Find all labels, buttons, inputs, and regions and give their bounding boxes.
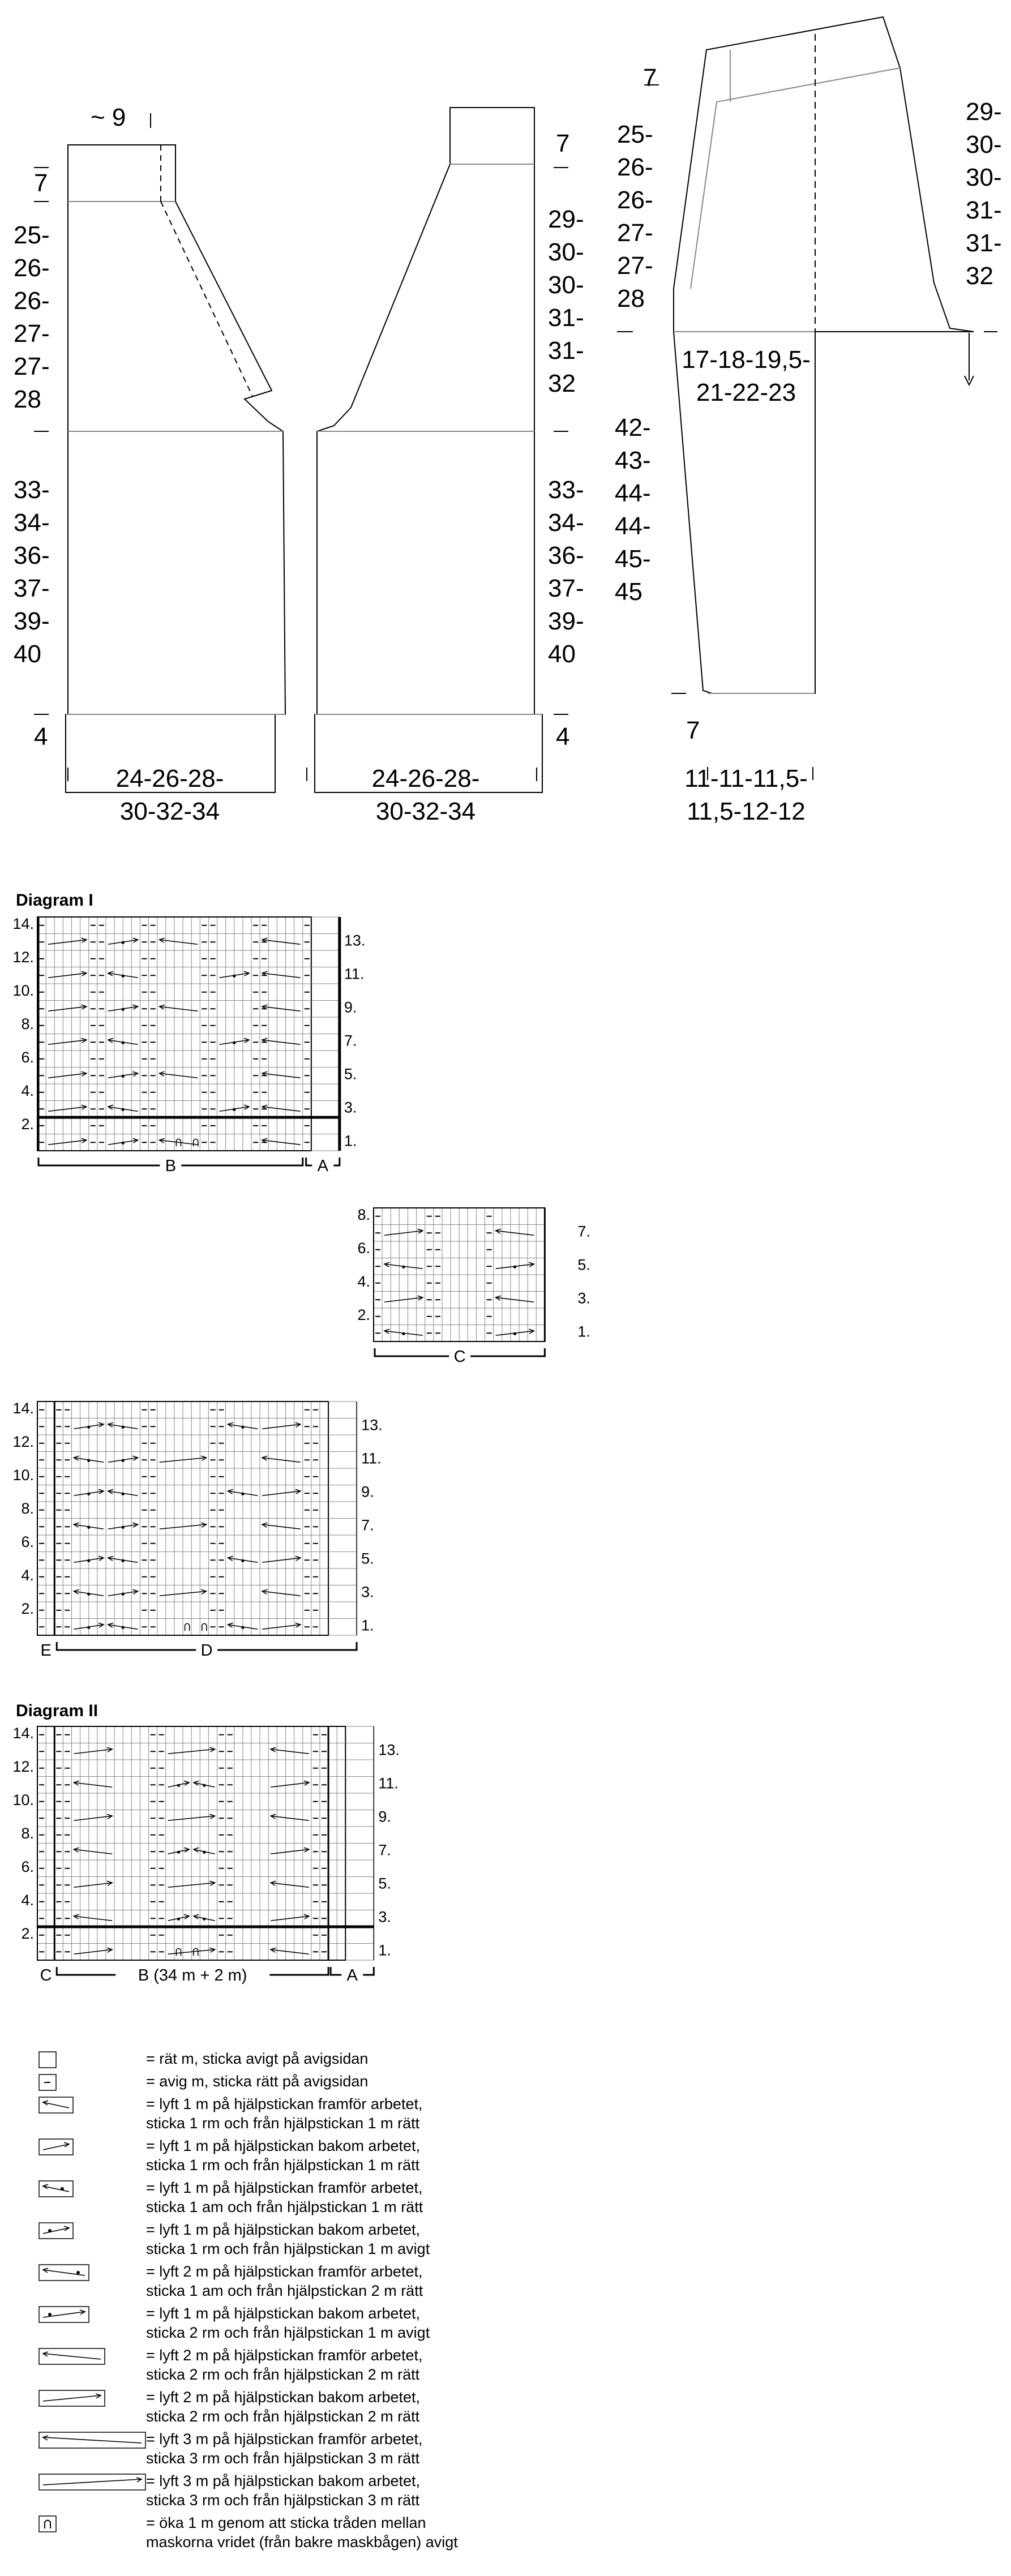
bracket-a-label: A — [317, 1157, 328, 1175]
sleeve-cap-right: 30- — [966, 131, 1002, 158]
left-armhole-depth: 27- — [14, 320, 50, 348]
cable-symbol — [496, 1296, 534, 1302]
cable-symbol — [74, 1848, 112, 1854]
row-number: 12. — [12, 1758, 34, 1776]
cable-symbol — [384, 1262, 423, 1268]
row-number: 4. — [357, 1273, 370, 1291]
row-number: 7. — [344, 1032, 357, 1049]
legend-symbol-c1-right-icon — [38, 2138, 74, 2158]
cable-symbol — [194, 1914, 215, 1921]
left-armhole-depth: 26- — [14, 254, 50, 282]
right-armhole-depth: 30- — [548, 238, 584, 266]
sleeve-top-depth: 7 — [643, 64, 657, 92]
left-shoulder-depth: 7 — [34, 169, 48, 197]
legend-item — [38, 2388, 661, 2429]
left-armhole-depth: 26- — [14, 287, 50, 315]
diagram-1-chart-3 — [12, 1400, 382, 1660]
left-armhole-depth: 25- — [14, 221, 50, 249]
legend-item — [38, 2346, 661, 2388]
row-number: 4. — [21, 1567, 34, 1584]
cable-symbol — [74, 1814, 112, 1820]
right-armhole-depth: 31- — [548, 304, 584, 332]
cable-symbol — [74, 1781, 112, 1787]
cable-symbol — [194, 1848, 215, 1854]
increase-symbol — [202, 1623, 207, 1631]
cable-symbol — [262, 971, 301, 978]
row-number: 6. — [357, 1240, 370, 1257]
sleeve-upper-width: 21-22-23 — [696, 379, 796, 406]
row-number: 5. — [344, 1065, 357, 1083]
row-number: 1. — [344, 1132, 357, 1150]
cable-symbol — [74, 1881, 112, 1887]
sleeve-length: 45 — [615, 578, 642, 606]
left-body-length: 37- — [14, 575, 50, 602]
sleeve-upper-width: 17-18-19,5- — [682, 346, 811, 374]
sleeve-cap-left: 28 — [617, 285, 645, 312]
legend-line: sticka 1 am och från hjälpstickan 1 m rätt — [146, 2198, 423, 2215]
bracket-b-label: B — [165, 1157, 177, 1175]
row-number: 3. — [344, 1099, 357, 1116]
legend-symbol-dash-icon — [38, 2074, 58, 2094]
schematic-measurement-stacks — [14, 98, 1002, 825]
legend-symbol-c4-left-icon — [38, 2348, 105, 2368]
legend-line: = lyft 1 m på hjälpstickan framför arbetet, — [146, 2095, 423, 2112]
knitting-charts — [12, 891, 590, 1984]
legend-item — [38, 2304, 661, 2346]
sleeve-cuff-depth: 7 — [686, 717, 700, 744]
bracket-a-label: A — [346, 1966, 358, 1984]
legend-description — [146, 2072, 644, 2091]
left-body-length: 36- — [14, 542, 50, 569]
dimension-ticks — [34, 85, 997, 781]
legend-description — [146, 2136, 644, 2175]
legend-description — [146, 2220, 644, 2258]
row-number: 5. — [378, 1875, 391, 1892]
cable-symbol — [262, 1523, 301, 1529]
cable-symbol — [160, 1071, 198, 1078]
legend-item — [38, 2178, 661, 2220]
row-number: 2. — [21, 1116, 34, 1133]
legend-line: = lyft 3 m på hjälpstickan bakom arbetet, — [146, 2472, 420, 2489]
row-number: 5. — [361, 1550, 374, 1567]
sleeve-length: 45- — [615, 545, 651, 573]
right-body-length: 33- — [548, 476, 584, 504]
row-number: 12. — [12, 949, 34, 966]
cable-symbol — [262, 1005, 301, 1011]
left-body-length: 33- — [14, 476, 50, 504]
legend-line: sticka 3 rm och från hjälpstickan 3 m rätt — [146, 2492, 420, 2509]
cable-symbol — [271, 1814, 309, 1820]
right-armhole-depth: 32 — [548, 370, 576, 397]
legend-line: = lyft 1 m på hjälpstickan bakom arbetet, — [146, 2305, 420, 2322]
cable-symbol — [262, 1589, 301, 1596]
legend-item — [38, 2471, 661, 2513]
legend-description — [146, 2513, 644, 2552]
garment-schematics — [34, 17, 997, 792]
row-number: 12. — [12, 1433, 34, 1451]
legend-line: = lyft 2 m på hjälpstickan framför arbetet, — [146, 2263, 423, 2280]
row-number: 6. — [21, 1533, 34, 1551]
diagram-1-chart-1 — [12, 915, 365, 1175]
legend-item — [38, 2429, 661, 2471]
cable-symbol — [496, 1229, 534, 1235]
left-front-width: 24-26-28- — [115, 765, 224, 792]
legend-line: = rät m, sticka avigt på avigsidan — [146, 2050, 369, 2067]
legend-line: sticka 2 rm och från hjälpstickan 2 m rätt — [146, 2408, 420, 2425]
sleeve-cap-right: 30- — [966, 164, 1002, 191]
row-number: 9. — [344, 998, 357, 1016]
row-number: 10. — [12, 1467, 34, 1484]
legend-line: = lyft 1 m på hjälpstickan framför arbetet, — [146, 2179, 423, 2196]
right-armhole-depth: 30- — [548, 271, 584, 299]
cable-symbol — [168, 1848, 189, 1854]
cable-symbol — [48, 1038, 87, 1044]
legend-symbol-c6-left-icon — [38, 2432, 146, 2451]
cable-symbol — [262, 1138, 301, 1145]
legend-item — [38, 2262, 661, 2304]
cable-symbol — [74, 1747, 112, 1754]
row-number: 8. — [21, 1825, 34, 1842]
increase-symbol — [185, 1623, 190, 1631]
legend-item — [38, 2136, 661, 2178]
legend-description — [146, 2049, 644, 2068]
sleeve-cap-right: 29- — [966, 98, 1002, 126]
row-number: 11. — [361, 1450, 382, 1467]
right-body-length: 34- — [548, 509, 584, 537]
row-number: 11. — [344, 965, 365, 983]
legend-item — [38, 2072, 661, 2094]
row-number: 2. — [357, 1306, 370, 1324]
right-body-length: 36- — [548, 542, 584, 569]
cable-symbol — [384, 1296, 423, 1302]
cable-symbol — [160, 1005, 198, 1011]
cable-symbol — [262, 938, 301, 944]
row-number: 10. — [12, 1791, 34, 1809]
cable-symbol — [496, 1329, 534, 1335]
cable-symbol — [48, 971, 87, 978]
left-armhole-depth: 28 — [14, 385, 41, 413]
sleeve-length: 42- — [615, 414, 651, 442]
row-number: 4. — [21, 1082, 34, 1100]
right-armhole-depth: 31- — [548, 337, 584, 365]
legend-description — [146, 2304, 644, 2342]
increase-symbol — [194, 1139, 198, 1146]
sleeve-cap-left: 25- — [617, 121, 653, 148]
cable-symbol — [262, 1071, 301, 1078]
row-number: 11. — [378, 1775, 399, 1792]
legend-line: sticka 1 rm och från hjälpstickan 1 m rätt — [146, 2115, 420, 2132]
cable-symbol — [496, 1262, 534, 1268]
cable-symbol — [74, 1948, 112, 1954]
legend-line: sticka 1 am och från hjälpstickan 2 m rätt — [146, 2282, 423, 2299]
legend-symbol-c2-left-dot-icon — [38, 2264, 89, 2284]
bracket-c-label: C — [453, 1348, 466, 1366]
row-number: 13. — [344, 932, 366, 949]
sleeve-cap-left: 27- — [617, 252, 653, 280]
row-number: 9. — [361, 1483, 374, 1501]
increase-symbol — [176, 1948, 181, 1956]
sleeve-cap-right: 32 — [966, 262, 993, 290]
cable-symbol — [262, 1422, 301, 1429]
right-shoulder-depth: 7 — [556, 130, 570, 157]
legend-item — [38, 2094, 661, 2136]
left-armhole-depth: 27- — [14, 353, 50, 380]
row-number: 6. — [21, 1049, 34, 1066]
cable-symbol — [262, 1623, 301, 1629]
cable-symbol — [48, 1105, 87, 1111]
legend-item — [38, 2513, 661, 2555]
legend-line: = lyft 1 m på hjälpstickan bakom arbetet, — [146, 2137, 420, 2154]
cable-symbol — [271, 1914, 309, 1921]
row-number: 3. — [378, 1908, 391, 1926]
right-front-width: 30-32-34 — [375, 798, 476, 825]
legend-line: = lyft 1 m på hjälpstickan bakom arbetet, — [146, 2221, 420, 2238]
legend-symbol-c2-right-dot-icon — [38, 2306, 89, 2326]
cable-symbol — [194, 1781, 215, 1787]
sleeve-cap-right: 31- — [966, 229, 1002, 257]
legend-description — [146, 2346, 644, 2384]
legend-line: sticka 1 rm och från hjälpstickan 1 m rätt — [146, 2157, 420, 2174]
row-number: 7. — [378, 1841, 391, 1859]
legend-item — [38, 2049, 661, 2072]
sleeve-length: 44- — [615, 479, 651, 507]
right-body-length: 40 — [548, 640, 576, 668]
legend-line: = lyft 2 m på hjälpstickan framför arbetet, — [146, 2347, 423, 2364]
sleeve-cuff-width: 11,5-12-12 — [687, 798, 806, 825]
row-number: 7. — [577, 1223, 590, 1240]
diagram-2-chart — [12, 1725, 399, 1984]
row-number: 1. — [378, 1941, 391, 1959]
left-front-piece — [66, 145, 285, 792]
legend-description — [146, 2471, 644, 2510]
diagram-1-title: Diagram I — [16, 891, 93, 910]
sleeve-cap-right: 31- — [966, 196, 1002, 224]
legend-line: = öka 1 m genom att sticka tråden mellan — [146, 2514, 426, 2531]
cable-symbol — [262, 1105, 301, 1111]
row-number: 14. — [12, 1400, 34, 1417]
legend-line: sticka 3 rm och från hjälpstickan 3 m rätt — [146, 2450, 420, 2467]
cable-symbol — [262, 1038, 301, 1044]
right-front-piece — [315, 108, 542, 792]
legend-description — [146, 2429, 644, 2468]
legend-description — [146, 2388, 644, 2426]
row-number: 3. — [361, 1583, 374, 1601]
row-number: 1. — [577, 1323, 590, 1340]
sleeve-cap-left: 26- — [617, 153, 653, 181]
cable-symbol — [160, 938, 198, 944]
row-number: 9. — [378, 1808, 391, 1825]
bracket-d-label: D — [200, 1641, 213, 1660]
row-number: 7. — [361, 1516, 374, 1534]
cable-symbol — [48, 1005, 87, 1011]
legend-description — [146, 2094, 644, 2133]
left-body-length: 39- — [14, 607, 50, 635]
cable-symbol — [384, 1229, 423, 1235]
left-front-width: 30-32-34 — [119, 798, 220, 825]
row-number: 13. — [378, 1741, 400, 1759]
legend-symbol-c1-left-icon — [38, 2097, 74, 2116]
row-number: 8. — [21, 1015, 34, 1033]
row-number: 4. — [21, 1892, 34, 1909]
cable-symbol — [262, 1556, 301, 1562]
cable-symbol — [271, 1747, 309, 1754]
row-number: 8. — [357, 1206, 370, 1224]
increase-symbol — [194, 1948, 198, 1956]
legend-item — [38, 2220, 661, 2262]
row-number: 6. — [21, 1858, 34, 1876]
front-top-width: ~ 9 — [91, 104, 126, 131]
legend-symbol-c6-right-icon — [38, 2474, 146, 2493]
cable-symbol — [271, 1948, 309, 1954]
sleeve-cap-left: 26- — [617, 186, 653, 214]
cable-symbol — [168, 1914, 189, 1921]
cable-symbol — [271, 1781, 309, 1787]
legend-symbol-c1-left-dot-icon — [38, 2180, 74, 2200]
cable-symbol — [262, 1456, 301, 1462]
sleeve-length: 44- — [615, 512, 651, 540]
cable-symbol — [168, 1781, 189, 1787]
cable-symbol — [48, 1138, 87, 1145]
legend-line: sticka 1 rm och från hjälpstickan 1 m avigt — [146, 2240, 430, 2257]
cable-symbol — [262, 1489, 301, 1495]
legend-symbol-c1-right-dot-icon — [38, 2222, 74, 2242]
legend-symbol-inc-icon — [38, 2515, 58, 2535]
right-rib-depth: 4 — [556, 723, 570, 751]
right-armhole-depth: 29- — [548, 205, 584, 233]
cable-symbol — [384, 1329, 423, 1335]
row-number: 8. — [21, 1500, 34, 1518]
symbol-legend — [38, 2049, 661, 2555]
legend-line: = avig m, sticka rätt på avigsidan — [146, 2073, 369, 2090]
legend-description — [146, 2178, 644, 2217]
left-rib-depth: 4 — [34, 723, 48, 751]
bracket-c-label: C — [40, 1966, 52, 1984]
left-body-length: 34- — [14, 509, 50, 537]
legend-line: maskorna vridet (från bakre maskbågen) avigt — [146, 2534, 458, 2551]
cable-symbol — [48, 938, 87, 944]
row-number: 5. — [577, 1256, 590, 1274]
legend-symbol-c4-right-icon — [38, 2390, 105, 2410]
cable-symbol — [48, 1071, 87, 1078]
bracket-b-label: B (34 m + 2 m) — [138, 1966, 247, 1984]
legend-line: sticka 2 rm och från hjälpstickan 2 m rätt — [146, 2366, 420, 2383]
right-front-width: 24-26-28- — [371, 765, 480, 792]
legend-line: = lyft 3 m på hjälpstickan framför arbetet, — [146, 2431, 423, 2448]
row-number: 14. — [12, 1725, 34, 1742]
left-body-length: 40 — [14, 640, 41, 668]
right-body-length: 39- — [548, 607, 584, 635]
schematic-measurements — [34, 64, 700, 751]
sleeve-length: 43- — [615, 447, 651, 474]
cable-symbol — [271, 1881, 309, 1887]
row-number: 2. — [21, 1600, 34, 1618]
cable-symbol — [271, 1848, 309, 1854]
row-number: 14. — [12, 915, 34, 933]
legend-description — [146, 2262, 644, 2300]
bracket-e-label: E — [40, 1641, 52, 1660]
sleeve-cuff-width: 11-11-11,5- — [684, 765, 808, 792]
row-number: 3. — [577, 1289, 590, 1307]
row-number: 2. — [21, 1925, 34, 1943]
legend-line: = lyft 2 m på hjälpstickan bakom arbetet, — [146, 2389, 420, 2406]
row-number: 10. — [12, 982, 34, 1000]
right-body-length: 37- — [548, 575, 584, 602]
sleeve-cap-left: 27- — [617, 219, 653, 247]
diagram-2-title: Diagram II — [16, 1701, 98, 1720]
legend-line: sticka 2 rm och från hjälpstickan 1 m avigt — [146, 2324, 430, 2341]
row-number: 1. — [361, 1617, 374, 1634]
legend-symbol-empty-icon — [38, 2051, 58, 2071]
cable-symbol — [74, 1914, 112, 1921]
row-number: 13. — [361, 1416, 383, 1434]
diagram-1-chart-2 — [357, 1206, 590, 1366]
